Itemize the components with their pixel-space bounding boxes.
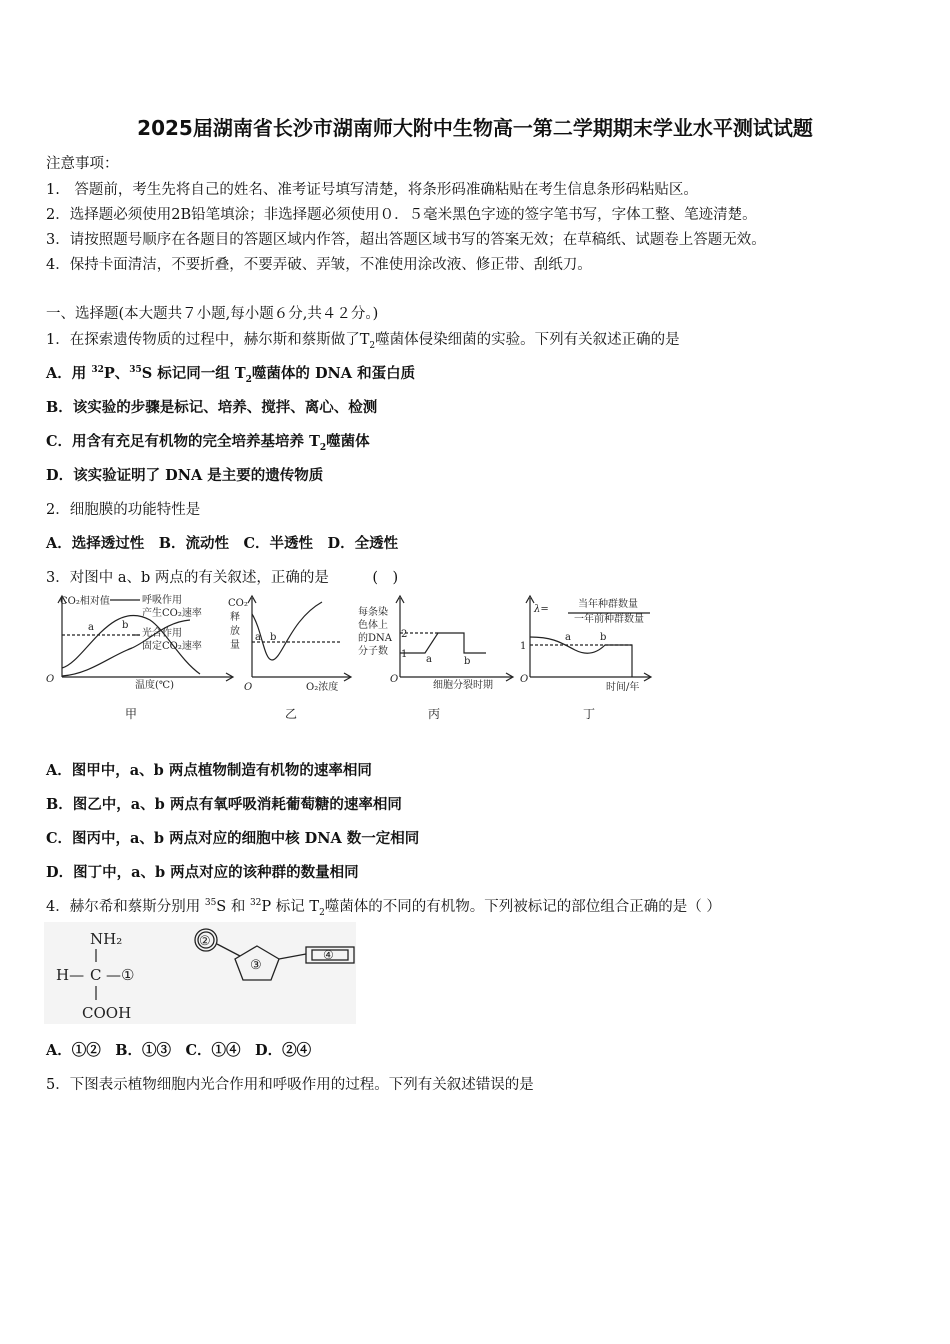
carboxyl-group-label: COOH [82,1004,132,1022]
notice-item: 3．请按照题号顺序在各题目的答题区域内作答，超出答题区域书写的答案无效；在草稿纸、试题卷上答题无效。 [46,232,766,248]
question-1-stem: 1．在探索遗传物质的过程中，赫尔斯和蔡斯做了$T_2$噬菌体侵染细菌的实验。下列有关叙述正确的是 [46,332,680,351]
question-2-options: A．选择透过性 B．流动性 C．半透性 D．全透性 [46,535,399,552]
amino-group-label: NH₂ [90,930,123,948]
ding-denominator: 一年前种群数量 [574,614,644,625]
bing-ylabel-1: 每条染 [358,607,388,618]
base-marker: ④ [323,948,334,962]
question-4-structures [44,922,364,1027]
jia-ylabel: CO₂相对值 [60,596,110,607]
ding-xlabel: 时间/年 [606,682,640,693]
bing-tick-1: 1 [401,649,408,660]
bing-caption: 丙 [428,707,441,721]
question-5-stem: 5．下图表示植物细胞内光合作用和呼吸作用的过程。下列有关叙述错误的是 [46,1077,534,1093]
section-heading: 一、选择题(本大题共７小题,每小题６分,共４２分。) [46,306,379,322]
question-4-options: A．①② B．①③ C．①④ D．②④ [46,1042,312,1059]
yi-ylabel-2: 释 [230,612,240,623]
question-3-option-a: A．图甲中，a、b 两点植物制造有机物的速率相同 [46,762,372,779]
hydrogen-label: H— [56,966,85,984]
bing-tick-2: 2 [401,629,408,640]
jia-curve2-label-b: 固定CO₂速率 [142,641,202,652]
bing-ylabel-2: 色体上 [358,620,388,631]
yi-point-b: b [270,632,277,643]
question-3-option-b: B．图乙中，a、b 两点有氧呼吸消耗葡萄糖的速率相同 [46,796,402,813]
question-3-option-d: D．图丁中，a、b 两点对应的该种群的数量相同 [46,864,359,881]
question-3-option-c: C．图丙中，a、b 两点对应的细胞中核 DNA 数一定相同 [46,830,420,847]
page-title: 2025届湖南省长沙市湖南师大附中生物高一第二学期期末学业水平测试试题 [137,116,813,140]
jia-curve1-label-b: 产生CO₂速率 [142,608,202,619]
ding-origin: O [520,674,529,685]
yi-caption: 乙 [285,707,298,721]
yi-ylabel-1: CO₂ [228,598,248,609]
bing-origin: O [390,674,399,685]
question-4-stem: 4．赫尔希和蔡斯分别用 $^{35}$S 和 $^{32}$P 标记 $T_2$噬菌体的不同的有机物。下列被标记的部位组合正确的是（ ） [46,898,721,918]
question-1-option-a: A．用 $^{32}$P、$^{35}$S 标记同一组 $T_2$噬菌体的 DNA 和蛋白质 [46,365,416,385]
ding-tick-1: 1 [520,641,527,652]
jia-curve2-label-a: 光合作用 [142,628,182,639]
ding-point-a: a [565,632,571,643]
ding-caption: 丁 [583,707,596,721]
notice-item: 2．选择题必须使用2B铅笔填涂；非选择题必须使用０．５毫米黑色字迹的签字笔书写，字体工整、笔迹清楚。 [46,207,757,223]
yi-ylabel-3: 放 [230,626,240,637]
pentose-marker: ③ [250,958,262,973]
notice-heading: 注意事项： [46,156,119,172]
yi-origin: O [244,682,253,693]
bing-point-a: a [426,654,432,665]
ding-lambda: λ= [534,604,549,615]
question-3-graphs [40,590,680,725]
jia-point-a: a [88,622,94,633]
bing-ylabel-3: 的DNA [358,633,392,644]
question-3-stem: 3．对图中 a、b 两点的有关叙述，正确的是 ( ) [46,570,399,586]
question-1-option-d: D．该实验证明了 DNA 是主要的遗传物质 [46,467,324,484]
yi-xlabel: O₂浓度 [306,682,339,693]
bing-ylabel-4: 分子数 [358,646,388,657]
yi-point-a: a [255,632,261,643]
question-2-stem: 2．细胞膜的功能特性是 [46,502,201,518]
carbon-label: C [90,966,102,984]
bing-xlabel: 细胞分裂时期 [433,680,493,691]
ding-numerator: 当年种群数量 [578,599,638,610]
notice-item: 4．保持卡面清洁，不要折叠，不要弄破、弄皱，不准使用涂改液、修正带、刮纸刀。 [46,257,592,273]
jia-curve1-label-a: 呼吸作用 [142,595,182,606]
phosphate-marker: ② [199,934,211,949]
yi-ylabel-4: 量 [230,640,240,651]
question-1-option-c: C．用含有充足有机物的完全培养基培养 $T_2$噬菌体 [46,433,370,453]
bing-point-b: b [464,656,471,667]
jia-xlabel: 温度(℃) [135,680,174,691]
jia-caption: 甲 [125,707,138,721]
ding-point-b: b [600,632,607,643]
jia-point-b: b [122,620,129,631]
question-1-option-b: B．该实验的步骤是标记、培养、搅拌、离心、检测 [46,399,378,416]
notice-item: 1. 答题前，考生先将自己的姓名、准考证号填写清楚，将条形码准确粘贴在考生信息条形码粘贴区。 [46,182,698,198]
jia-origin: O [46,674,55,685]
r-group-marker: —① [106,966,135,984]
